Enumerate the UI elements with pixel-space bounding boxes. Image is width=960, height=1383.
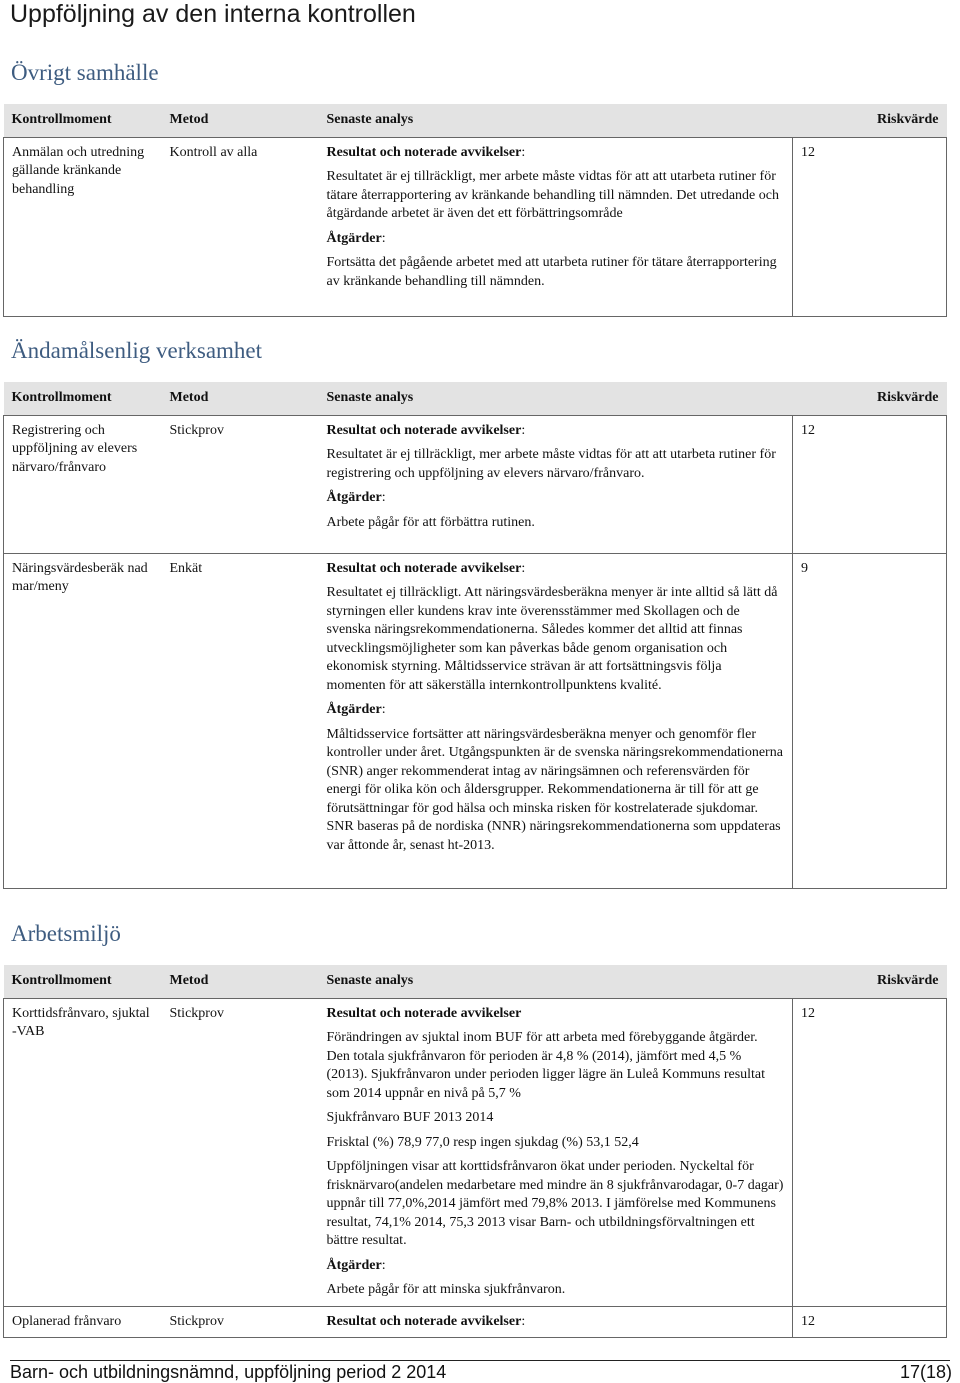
column-header-metod: Metod bbox=[162, 104, 319, 137]
column-header-metod: Metod bbox=[162, 382, 319, 415]
column-header-metod: Metod bbox=[162, 965, 319, 998]
atgarder-suffix: : bbox=[381, 1257, 386, 1273]
metod-text: Enkät bbox=[169, 560, 203, 576]
cell-metod bbox=[162, 998, 319, 1306]
column-header-kontrollmoment: Kontrollmoment bbox=[4, 104, 162, 137]
kontrollmoment-text: Oplanerad frånvaro bbox=[12, 1313, 122, 1329]
cell-metod bbox=[162, 415, 319, 553]
atgarder-label: Åtgärder bbox=[326, 230, 382, 246]
cell-senaste-analys bbox=[319, 998, 793, 1306]
cell-senaste-analys bbox=[319, 553, 793, 888]
atgarder-text: Arbete pågår för att förbättra rutinen. bbox=[326, 514, 535, 530]
column-header-senaste-analys: Senaste analys bbox=[319, 965, 793, 998]
table-header-row bbox=[4, 965, 947, 998]
result-text: Resultatet är ej tillräckligt, mer arbete måste vidtas för att att utarbeta rutiner för tätare återrapportering av kränkande behandling till nämnden. Det utredande och åtgärdande arbetet är även det ett förbättringsområde bbox=[326, 169, 779, 221]
cell-kontrollmoment bbox=[4, 137, 162, 316]
table-ovrigt-samhalle bbox=[3, 104, 947, 317]
kontrollmoment-text: Anmälan och utredning gällande kränkande behandling bbox=[12, 144, 145, 197]
atgarder-text: Måltidsservice fortsätter att näringsvärdesberäkna menyer och genomför fler kontroller under året. Utgångspunkten är de svenska näringsrekommendationerna (SNR) anger rekommenderat intag av näringsämnen och referensvärden för energi för olika kön och åldersgrupper. Rekommendationerna är till för att ge förutsättningar för god hälsa och minska risken för kostrelaterade sjukdomar. SNR baseras på de nordiska (NNR) näringsrekommendationerna som uppdateras var åttonde år, senast ht-2013. bbox=[326, 726, 783, 853]
cell-kontrollmoment bbox=[4, 1306, 162, 1338]
result-label-suffix: : bbox=[521, 1313, 526, 1329]
metod-text: Stickprov bbox=[169, 1313, 224, 1329]
result-text: Resultatet ej tillräckligt. Att näringsvärdesberäkna menyer är inte alltid så lätt då styrningen eller kundens krav inte överensstämmer med Skollagen och de svenska näringsrekommendationerna. Således kommer det alltid att finnas utvecklingsmöjligheter som kan påverkas både genom organisation och ekonomisk styrning. Måltidsservice strävan är att fortsättningsvis följa momenten för att säkerställa internkontrollpunktens kvalité. bbox=[326, 585, 778, 693]
column-header-senaste-analys: Senaste analys bbox=[319, 382, 793, 415]
atgarder-label: Åtgärder bbox=[326, 702, 382, 717]
atgarder-label: Åtgärder bbox=[326, 490, 382, 505]
atgarder-heading bbox=[327, 1257, 785, 1276]
table-andamalsenlig-verksamhet bbox=[3, 382, 947, 889]
cell-metod bbox=[162, 553, 319, 888]
cell-riskvarde bbox=[793, 553, 947, 888]
result-label: Resultat och noterade avvikelser bbox=[326, 1005, 522, 1021]
result-label: Resultat och noterade avvikelser bbox=[326, 422, 522, 438]
page-title: Uppföljning av den interna kontrollen bbox=[10, 0, 416, 28]
riskvarde-value: 12 bbox=[801, 422, 815, 438]
column-header-riskvarde: Riskvärde bbox=[793, 104, 947, 137]
metod-text: Stickprov bbox=[169, 1005, 224, 1021]
riskvarde-value: 9 bbox=[801, 560, 808, 576]
result-heading bbox=[327, 1005, 785, 1024]
cell-kontrollmoment bbox=[4, 553, 162, 888]
result-heading bbox=[327, 422, 785, 441]
table-row bbox=[4, 553, 947, 888]
cell-riskvarde bbox=[793, 415, 947, 553]
atgarder-heading bbox=[327, 230, 785, 249]
atgarder-heading bbox=[327, 701, 785, 720]
result-label: Resultat och noterade avvikelser bbox=[326, 144, 522, 160]
result-paragraph: Förändringen av sjuktal inom BUF för att arbeta med förebyggande åtgärder. Den totala sjukfrånvaron för perioden är 4,8 % (2014), jämfört med 4,5 % (2013). Sjukfrånvaron under perioden ligger lägre än Luleå Kommuns resultat som 2014 uppnår en nivå på 5,7 % bbox=[326, 1030, 766, 1101]
column-header-kontrollmoment: Kontrollmoment bbox=[4, 382, 162, 415]
section-heading-andamalsenlig-verksamhet: Ändamålsenlig verksamhet bbox=[11, 338, 263, 363]
kontrollmoment-text: Näringsvärdesberäk nad mar/meny bbox=[12, 560, 148, 594]
atgarder-text: Fortsätta det pågående arbetet med att utarbeta rutiner för tätare återrapportering av kränkande behandling till nämnden. bbox=[326, 255, 777, 289]
cell-kontrollmoment bbox=[4, 998, 162, 1306]
atgarder-label: Åtgärder bbox=[326, 1257, 382, 1273]
result-heading bbox=[327, 1313, 785, 1332]
result-heading bbox=[327, 144, 785, 163]
column-header-senaste-analys: Senaste analys bbox=[319, 104, 793, 137]
atgarder-suffix: : bbox=[381, 490, 386, 505]
result-label-suffix: : bbox=[521, 144, 526, 160]
cell-riskvarde bbox=[793, 137, 947, 316]
cell-senaste-analys bbox=[319, 137, 793, 316]
riskvarde-value: 12 bbox=[801, 1005, 815, 1021]
atgarder-suffix: : bbox=[381, 230, 386, 246]
table-row bbox=[4, 1306, 947, 1338]
result-paragraph: Frisktal (%) 78,9 77,0 resp ingen sjukdag (%) 53,1 52,4 bbox=[326, 1134, 639, 1150]
cell-metod bbox=[162, 137, 319, 316]
atgarder-suffix: : bbox=[381, 702, 386, 717]
result-text: Resultatet är ej tillräckligt, mer arbete måste vidtas för att att utarbeta rutiner för registrering och uppföljning av elevers närvaro/frånvaro. bbox=[326, 447, 776, 481]
cell-senaste-analys bbox=[319, 1306, 793, 1338]
section-heading-arbetsmiljo: Arbetsmiljö bbox=[11, 921, 121, 946]
table-row bbox=[4, 137, 947, 316]
result-label-suffix: : bbox=[521, 560, 526, 576]
cell-riskvarde bbox=[793, 1306, 947, 1338]
metod-text: Kontroll av alla bbox=[169, 144, 258, 160]
footer-divider bbox=[10, 1360, 950, 1361]
table-row bbox=[4, 415, 947, 553]
atgarder-text: Arbete pågår för att minska sjukfrånvaron. bbox=[326, 1282, 566, 1297]
section-heading-ovrigt-samhalle: Övrigt samhälle bbox=[11, 60, 159, 85]
result-paragraph: Uppföljningen visar att korttidsfrånvaron ökat under perioden. Nyckeltal för frisknärvaro(andelen medarbetare med mindre än 8 sjukfrånvarodagar, 0-7 dagar) uppnår till 77,0%,2014 jämfört med 79,8% 2013. I jämförelse med Kommunens resultat, 74,1% 2014, 75,3 2013 visar Barn- och utbildningsförvaltningen ett bättre resultat. bbox=[326, 1159, 784, 1248]
result-heading bbox=[327, 560, 785, 579]
footer-document-title: Barn- och utbildningsnämnd, uppföljning period 2 2014 bbox=[10, 1362, 447, 1382]
riskvarde-value: 12 bbox=[801, 1313, 815, 1329]
result-paragraph: Sjukfrånvaro BUF 2013 2014 bbox=[326, 1110, 494, 1125]
result-label-suffix: : bbox=[521, 422, 526, 438]
metod-text: Stickprov bbox=[169, 422, 224, 438]
footer-page-number: 17(18) bbox=[899, 1362, 952, 1382]
table-row bbox=[4, 998, 947, 1306]
kontrollmoment-text: Registrering och uppföljning av elevers närvaro/frånvaro bbox=[12, 422, 138, 475]
cell-riskvarde bbox=[793, 998, 947, 1306]
column-header-riskvarde: Riskvärde bbox=[793, 382, 947, 415]
riskvarde-value: 12 bbox=[801, 144, 815, 160]
cell-kontrollmoment bbox=[4, 415, 162, 553]
result-label: Resultat och noterade avvikelser bbox=[326, 560, 522, 576]
table-header-row bbox=[4, 104, 947, 137]
atgarder-heading bbox=[327, 489, 785, 508]
cell-senaste-analys bbox=[319, 415, 793, 553]
column-header-kontrollmoment: Kontrollmoment bbox=[4, 965, 162, 998]
column-header-riskvarde: Riskvärde bbox=[793, 965, 947, 998]
table-header-row bbox=[4, 382, 947, 415]
result-label: Resultat och noterade avvikelser bbox=[326, 1313, 522, 1329]
kontrollmoment-text: Korttidsfrånvaro, sjuktal -VAB bbox=[12, 1005, 150, 1039]
table-arbetsmiljo bbox=[3, 965, 947, 1338]
cell-metod bbox=[162, 1306, 319, 1338]
